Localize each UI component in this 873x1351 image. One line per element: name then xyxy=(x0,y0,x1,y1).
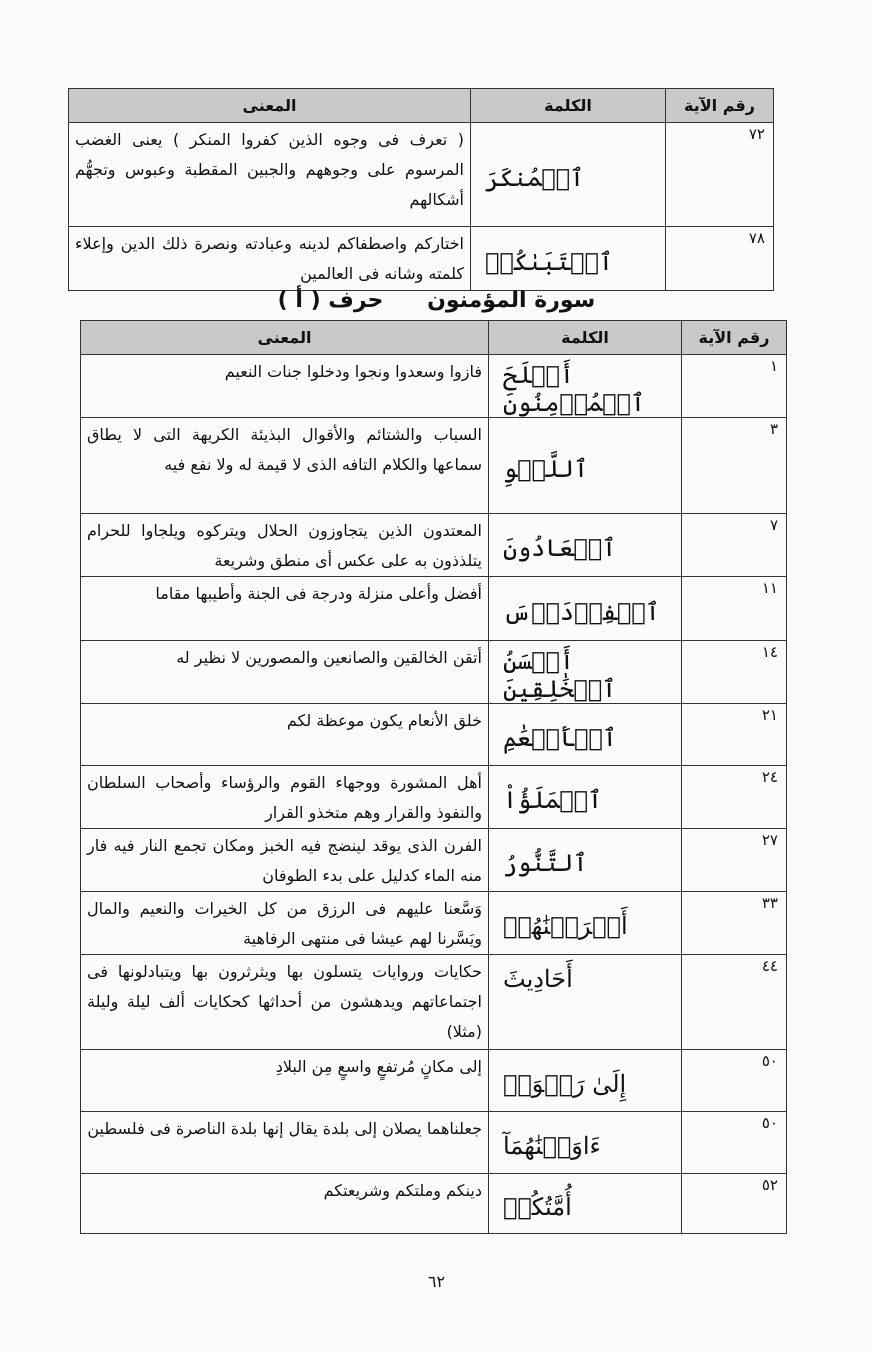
table-row xyxy=(81,577,787,641)
quran-word: أَفۡلَحَ ٱلۡمُؤۡمِنُونَ xyxy=(489,355,682,418)
verse-number: ٢٧ xyxy=(682,829,787,892)
word-meaning: خلق الأنعام يكون موعظة لكم xyxy=(81,704,489,766)
table-row xyxy=(81,892,787,955)
quran-word: أَتۡرَفۡنَٰهُمۡ xyxy=(489,892,682,955)
surah-name: سورة المؤمنون xyxy=(427,288,596,313)
word-meaning: الفرن الذى يوقد لينضج فيه الخبز ومكان تجمع النار فيه فار منه الماء كدليل على بدء الطوفان xyxy=(81,829,489,892)
table-row xyxy=(81,766,787,829)
verse-number: ٣٣ xyxy=(682,892,787,955)
quran-word: ٱلۡعَادُونَ xyxy=(489,514,682,577)
word-meaning: حكايات وروايات يتسلون بها ويثرثرون بها ويتبادلونها فى اجتماعاتهم ويدهشون من أحداثها كحكايات ألف ليلة وليلة (مثلا) xyxy=(81,955,489,1050)
letter-section: حرف ( أ ) xyxy=(277,288,384,313)
vocabulary-table-continued xyxy=(68,88,774,291)
table-row xyxy=(81,418,787,514)
verse-number: ٥٠ xyxy=(682,1050,787,1112)
table-row xyxy=(81,829,787,892)
table-row xyxy=(81,955,787,1050)
header-word: الكلمة xyxy=(471,89,666,123)
verse-number: ١١ xyxy=(682,577,787,641)
table-row xyxy=(81,641,787,704)
verse-number: ٥٠ xyxy=(682,1112,787,1174)
word-meaning: أتقن الخالقين والصانعين والمصورين لا نظير له xyxy=(81,641,489,704)
verse-number: ٢١ xyxy=(682,704,787,766)
verse-number: ١٤ xyxy=(682,641,787,704)
table-row xyxy=(69,227,774,291)
word-meaning: جعلناهما يصلان إلى بلدة يقال إنها بلدة الناصرة فى فلسطين xyxy=(81,1112,489,1174)
vocabulary-table-al-muminun xyxy=(80,320,787,1234)
verse-number: ٢٤ xyxy=(682,766,787,829)
table-row xyxy=(81,1050,787,1112)
verse-number: ٧٢ xyxy=(666,123,774,227)
table-header-row xyxy=(81,321,787,355)
verse-number: ٥٢ xyxy=(682,1174,787,1234)
table-row xyxy=(81,1112,787,1174)
table-row xyxy=(81,514,787,577)
table-row xyxy=(69,123,774,227)
table-header-row xyxy=(69,89,774,123)
word-meaning: إلى مكانٍ مُرتفعٍ واسعٍ مِن البلادِ xyxy=(81,1050,489,1112)
verse-number: ٤٤ xyxy=(682,955,787,1050)
header-meaning: المعنى xyxy=(69,89,471,123)
header-word: الكلمة xyxy=(489,321,682,355)
quran-word: ٱلتَّنُّورُ xyxy=(489,829,682,892)
verse-number: ١ xyxy=(682,355,787,418)
table-row xyxy=(81,355,787,418)
word-meaning: ( تعرف فى وجوه الذين كفروا المنكر ) يعنى الغضب المرسوم على وجوههم والجبين المقطبة وعبوس وتجهُّم أشكالهم xyxy=(69,123,471,227)
quran-word: ٱلۡفِرۡدَوۡسَ xyxy=(489,577,682,641)
word-meaning: المعتدون الذين يتجاوزون الحلال ويتركوه ويلجاوا للحرام يتلذذون به على عكس أى منطق وشريعة xyxy=(81,514,489,577)
quran-word: أَحۡسَنُ ٱلۡخَٰلِقِينَ xyxy=(489,641,682,704)
verse-number: ٣ xyxy=(682,418,787,514)
quran-word: ءَاوَيۡنَٰهُمَآ xyxy=(489,1112,682,1174)
page-number: ٦٢ xyxy=(427,1272,446,1291)
word-meaning: اختاركم واصطفاكم لدينه وعبادته ونصرة ذلك الدين وإعلاء كلمته وشانه فى العالمين xyxy=(69,227,471,291)
header-meaning: المعنى xyxy=(81,321,489,355)
quran-word: ٱلۡمَلَؤُاْ xyxy=(489,766,682,829)
table-row xyxy=(81,1174,787,1234)
quran-word: أَحَادِيثَ xyxy=(489,955,682,1050)
word-meaning: فازوا وسعدوا ونجوا ودخلوا جنات النعيم xyxy=(81,355,489,418)
word-meaning: أفضل وأعلى منزلة ودرجة فى الجنة وأطيبها مقاما xyxy=(81,577,489,641)
quran-word: ٱجۡتَبَىٰكُمۡ xyxy=(471,227,666,291)
quran-word: إِلَىٰ رَبۡوَةٖ xyxy=(489,1050,682,1112)
quran-word: ٱللَّغۡوِ xyxy=(489,418,682,514)
word-meaning: وَسَّعنا عليهم فى الرزق من كل الخيرات والنعيم والمال ويَسَّرنا لهم عيشا فى منتهى الرفاهية xyxy=(81,892,489,955)
quran-word: أُمَّتُكُمۡ xyxy=(489,1174,682,1234)
word-meaning: السباب والشتائم والأقوال البذيئة الكريهة التى لا يطاق سماعها والكلام التافه الذى لا قيمة له ولا نفع فيه xyxy=(81,418,489,514)
header-verse-number: رقم الآية xyxy=(682,321,787,355)
quran-word: ٱلۡمُنكَرَ xyxy=(471,123,666,227)
word-meaning: دينكم وملتكم وشريعتكم xyxy=(81,1174,489,1234)
header-verse-number: رقم الآية xyxy=(666,89,774,123)
word-meaning: أهل المشورة ووجهاء القوم والرؤساء وأصحاب السلطان والنفوذ والقرار وهم متخذو القرار xyxy=(81,766,489,829)
table-row xyxy=(81,704,787,766)
verse-number: ٧٨ xyxy=(666,227,774,291)
verse-number: ٧ xyxy=(682,514,787,577)
surah-heading xyxy=(0,288,873,313)
quran-word: ٱلۡأَنۡعَٰمِ xyxy=(489,704,682,766)
